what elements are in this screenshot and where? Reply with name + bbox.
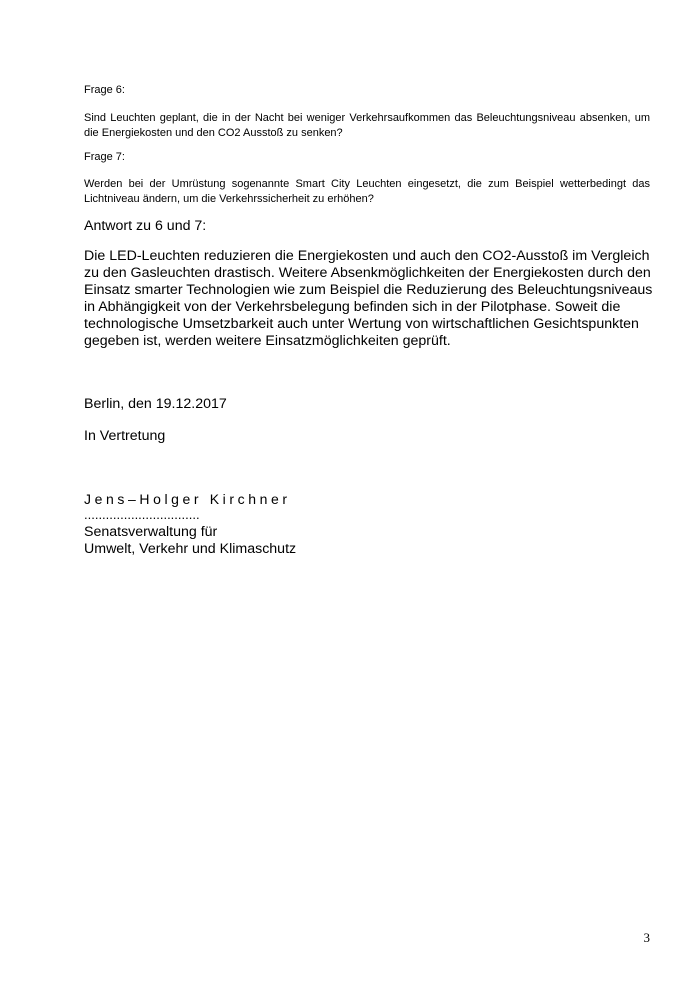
department-line-2: Umwelt, Verkehr und Klimaschutz — [84, 541, 297, 557]
place-date: Berlin, den 19.12.2017 — [84, 396, 227, 412]
question-7-text: Werden bei der Umrüstung sogenannte Smart City Leuchten eingesetzt, die zum Beispiel wetterbedingt das Lichtniveau ändern, um die Verkehrssicherheit zu erhöhen? — [84, 178, 650, 205]
answer-heading: Antwort zu 6 und 7: — [84, 218, 207, 234]
representation: In Vertretung — [84, 428, 166, 444]
signatory-name: Jens–Holger Kirchner — [84, 491, 291, 507]
department-line-1: Senatsverwaltung für — [84, 524, 218, 540]
answer-text: Die LED-Leuchten reduzieren die Energiekosten und auch den CO2-Ausstoß im Vergleich zu den Gasleuchten drastisch. Weitere Absenkmöglichkeiten der Energiekosten durch den Einsatz smarter Technologien wie zum Beispiel die Reduzierung des Beleuchtungsniveaus in Abhängigkeit von der Verkehrsbelegung befinden sich in der Pilotphase. Soweit die technologische Umsetzbarkeit auch unter Wertung von wirtschaftlichen Gesichtspunkten gegeben ist, werden weitere Einsatzmöglichkeiten geprüft. — [84, 248, 653, 349]
question-7-label: Frage 7: — [84, 151, 125, 163]
question-6-label: Frage 6: — [84, 84, 125, 96]
question-6-text: Sind Leuchten geplant, die in der Nacht bei weniger Verkehrsaufkommen das Beleuchtungsniveau absenken, um die Energiekosten und den CO2 Ausstoß zu senken? — [84, 112, 650, 139]
page-number: 3 — [643, 930, 650, 945]
signature-dots: ................................ — [84, 507, 200, 522]
